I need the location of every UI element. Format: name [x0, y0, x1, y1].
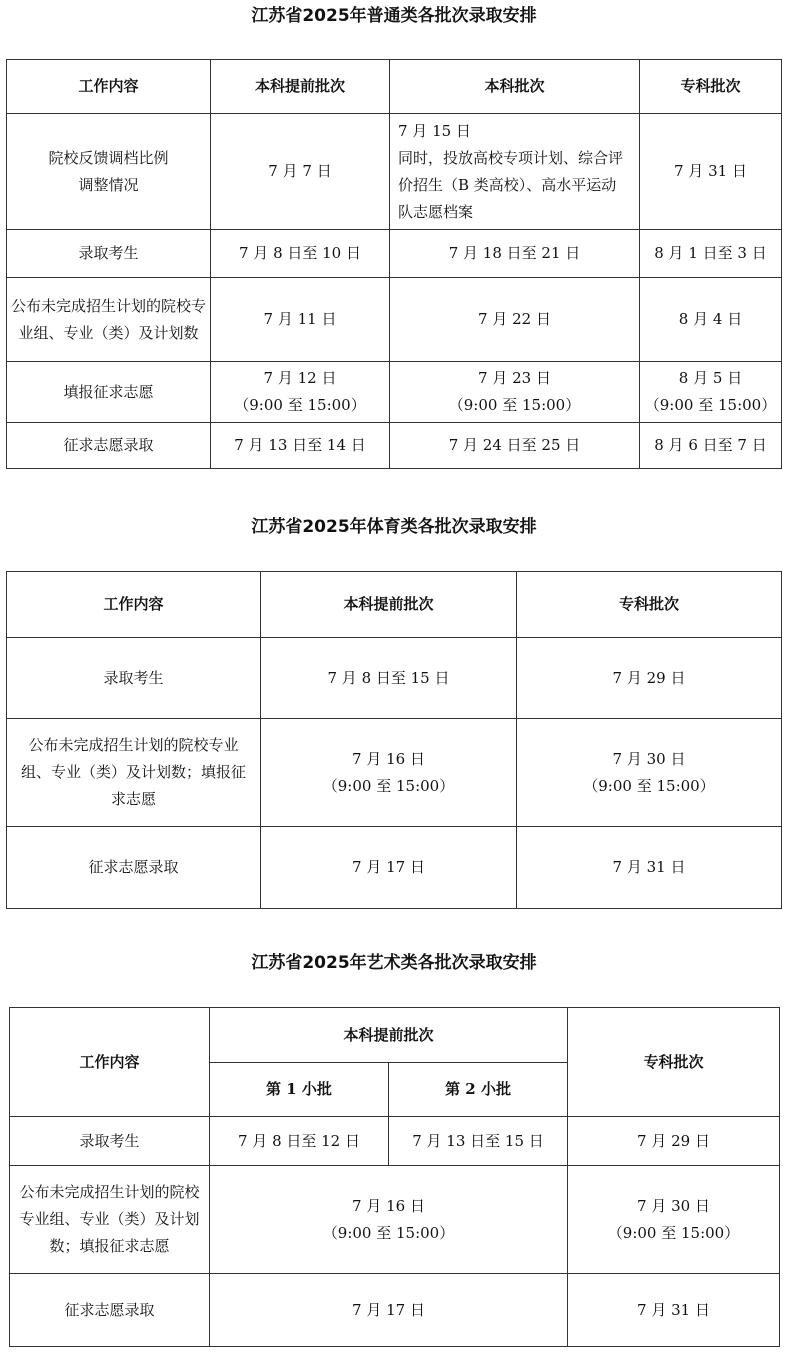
table-row	[7, 278, 782, 362]
date-cell: 7 月 17 日	[210, 1274, 568, 1347]
date-cell: 7 月 24 日至 25 日	[390, 423, 640, 469]
subheader-cell: 第 1 小批	[210, 1063, 389, 1117]
date-cell: 7 月 16 日 （9:00 至 15:00）	[261, 719, 517, 827]
header-cell: 本科提前批次	[211, 60, 390, 114]
task-cell: 录取考生	[10, 1117, 210, 1166]
header-cell: 工作内容	[10, 1008, 210, 1117]
date-cell: 8 月 1 日至 3 日	[640, 230, 782, 278]
table-row	[7, 230, 782, 278]
task-cell: 征求志愿录取	[7, 827, 261, 909]
task-cell: 填报征求志愿	[7, 362, 211, 423]
date-cell: 7 月 15 日 同时，投放高校专项计划、综合评价招生（B 类高校）、高水平运动队志愿档案	[390, 114, 640, 230]
date-cell: 7 月 13 日至 14 日	[211, 423, 390, 469]
date-cell: 7 月 8 日至 15 日	[261, 638, 517, 719]
table-row	[7, 827, 782, 909]
date-cell: 8 月 5 日 （9:00 至 15:00）	[640, 362, 782, 423]
schedule-table-general	[6, 59, 782, 469]
table-row	[10, 1117, 780, 1166]
task-cell: 公布未完成招生计划的院校专业组、专业（类）及计划数；填报征求志愿	[10, 1166, 210, 1274]
subheader-cell: 第 2 小批	[389, 1063, 568, 1117]
date-cell: 7 月 17 日	[261, 827, 517, 909]
date-cell: 7 月 13 日至 15 日	[389, 1117, 568, 1166]
header-cell: 专科批次	[640, 60, 782, 114]
date-cell: 7 月 18 日至 21 日	[390, 230, 640, 278]
table-row	[7, 423, 782, 469]
date-cell: 7 月 30 日 （9:00 至 15:00）	[568, 1166, 780, 1274]
date-cell: 7 月 23 日 （9:00 至 15:00）	[390, 362, 640, 423]
table-row	[7, 638, 782, 719]
task-cell: 院校反馈调档比例 调整情况	[7, 114, 211, 230]
header-cell: 本科提前批次	[210, 1008, 568, 1063]
date-cell: 7 月 16 日 （9:00 至 15:00）	[210, 1166, 568, 1274]
date-cell: 7 月 11 日	[211, 278, 390, 362]
date-cell: 7 月 29 日	[568, 1117, 780, 1166]
section-title-general: 江苏省2025年普通类各批次录取安排	[251, 6, 537, 26]
table-row	[7, 362, 782, 423]
header-cell: 本科批次	[390, 60, 640, 114]
header-cell: 专科批次	[517, 572, 782, 638]
table-header-row	[10, 1008, 780, 1063]
task-cell: 录取考生	[7, 638, 261, 719]
date-cell: 7 月 31 日	[517, 827, 782, 909]
date-cell: 7 月 31 日	[640, 114, 782, 230]
table-row	[7, 719, 782, 827]
date-cell: 8 月 4 日	[640, 278, 782, 362]
task-cell: 征求志愿录取	[7, 423, 211, 469]
date-cell: 7 月 8 日至 12 日	[210, 1117, 389, 1166]
header-cell: 本科提前批次	[261, 572, 517, 638]
header-cell: 工作内容	[7, 60, 211, 114]
task-cell: 录取考生	[7, 230, 211, 278]
table-header-row	[7, 60, 782, 114]
date-cell: 8 月 6 日至 7 日	[640, 423, 782, 469]
header-cell: 工作内容	[7, 572, 261, 638]
date-cell: 7 月 22 日	[390, 278, 640, 362]
date-cell: 7 月 12 日 （9:00 至 15:00）	[211, 362, 390, 423]
date-cell: 7 月 29 日	[517, 638, 782, 719]
date-cell: 7 月 8 日至 10 日	[211, 230, 390, 278]
date-cell: 7 月 30 日 （9:00 至 15:00）	[517, 719, 782, 827]
section-title-sports: 江苏省2025年体育类各批次录取安排	[251, 517, 537, 537]
schedule-table-sports	[6, 571, 782, 909]
date-cell: 7 月 31 日	[568, 1274, 780, 1347]
task-cell: 征求志愿录取	[10, 1274, 210, 1347]
section-title-arts: 江苏省2025年艺术类各批次录取安排	[251, 953, 537, 973]
date-cell: 7 月 7 日	[211, 114, 390, 230]
schedule-table-arts	[9, 1007, 780, 1347]
table-row	[10, 1274, 780, 1347]
header-cell: 专科批次	[568, 1008, 780, 1117]
table-row	[7, 114, 782, 230]
task-cell: 公布未完成招生计划的院校专业组、专业（类）及计划数	[7, 278, 211, 362]
task-cell: 公布未完成招生计划的院校专业组、专业（类）及计划数；填报征求志愿	[7, 719, 261, 827]
table-header-row	[7, 572, 782, 638]
table-row	[10, 1166, 780, 1274]
